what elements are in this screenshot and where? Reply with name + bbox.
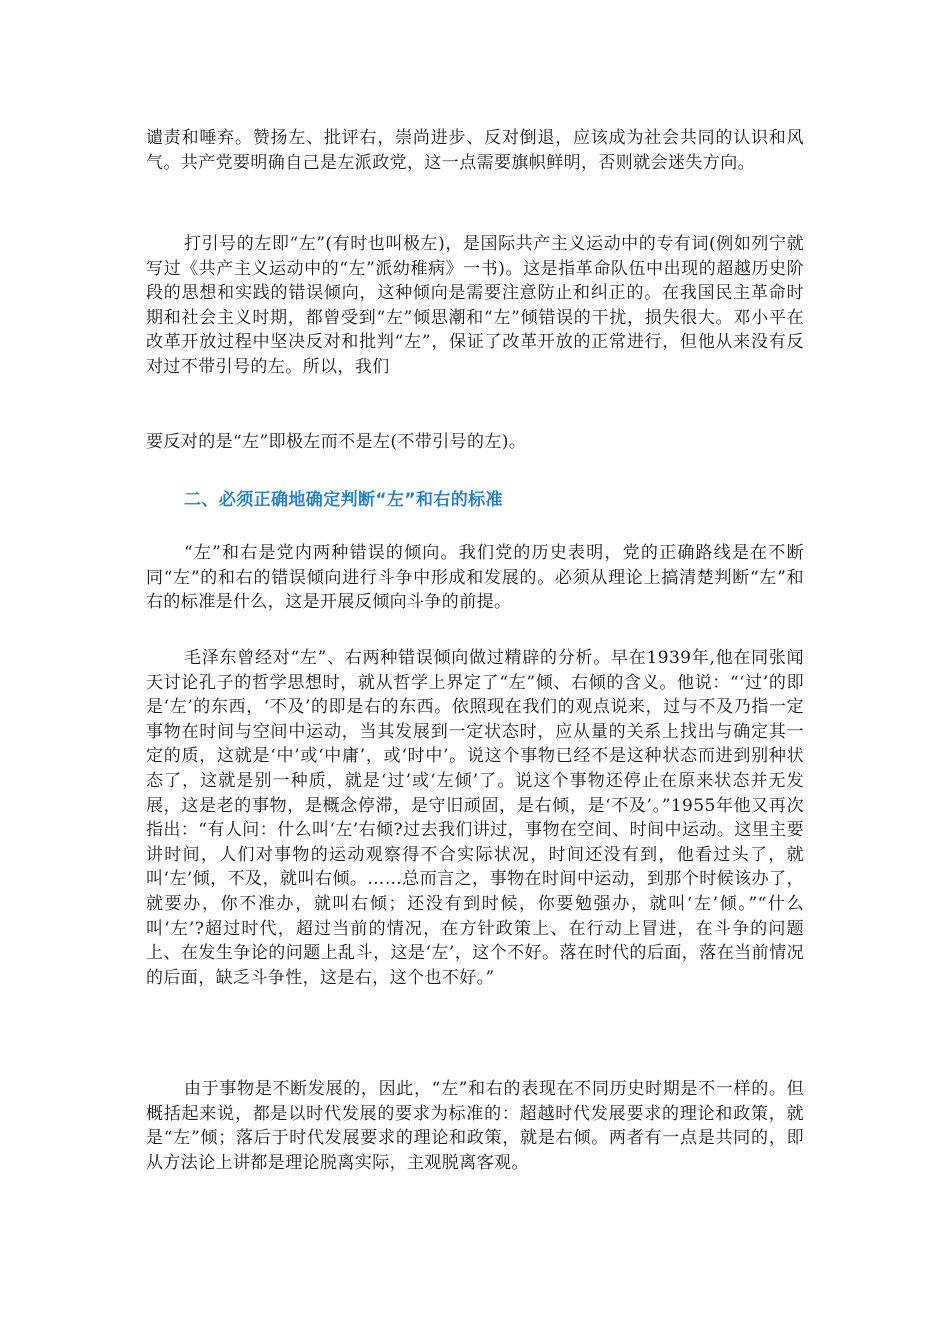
paragraph-3: 要反对的是“左”即极左而不是左(不带引号的左)。 [146, 432, 527, 452]
paragraph-5: 毛泽东曾经对“左”、右两种错误倾向做过精辟的分析。早在1939年,他在同张闻天讨论孔子的哲学思想时，就从哲学上界定了“左”倾、右倾的含义。他说：“‘过’的即是‘左’的东西，‘不及’的即是右的东西。依照现在我们的观点说来，过与不及乃指一定事物在时间与空间中运动，当其发展到一定状态时，应从量的关系上找出与确定其一定的质，这就是‘中’或‘中庸’，或‘时中’。说这个事物已经不是这种状态而进到别种状态了，这就是别一种质，就是‘过’或‘左倾’了。说这个事物还停止在原来状态并无发展，这是老的事物，是概念停滞，是守旧顽固，是右倾，是‘不及’。”1955年他又再次指出：“有人问：什么叫‘左’右倾?过去我们讲过，事物在空间、时间中运动。这里主要讲时间，人们对事物的运动观察得不合实际状况，时间还没有到，他看过头了，就叫‘左’倾，不及，就叫右倾。……总而言之，事物在时间中运动，到那个时候该办了，就要办，你不准办，就叫右倾；还没有到时候，你要勉强办，就叫‘左’倾。”“什么叫‘左’?超过时代，超过当前的情况，在方针政策上、在行动上冒进，在斗争的问题上、在发生争论的问题上乱斗，这是‘左’，这个不好。落在时代的后面，落在当前情况的后面，缺乏斗争性，这是右，这个也不好。” [146, 648, 804, 988]
section-heading: 二、必须正确地确定判断“左”和右的标准 [184, 490, 503, 510]
paragraph-1: 谴责和唾弃。赞扬左、批评右，崇尚进步、反对倒退，应该成为社会共同的认识和风气。共产党要明确自己是左派政党，这一点需要旗帜鲜明，否则就会迷失方向。 [146, 128, 804, 173]
paragraph-2: 打引号的左即“左”(有时也叫极左)，是国际共产主义运动中的专有词(例如列宁就写过《共产主义运动中的“左”派幼稚病》一书)。这是指革命队伍中出现的超越历史阶段的思想和实践的错误倾向，这种倾向是需要注意防止和纠正的。在我国民主革命时期和社会主义时期，都曾受到“左”倾思潮和“左”倾错误的干扰，损失很大。邓小平在改革开放过程中坚决反对和批判“左”，保证了改革开放的正常进行，但他从来没有反对过不带引号的左。所以，我们 [146, 234, 804, 377]
paragraph-6: 由于事物是不断发展的，因此，“左”和右的表现在不同历史时期是不一样的。但概括起来说，都是以时代发展的要求为标准的：超越时代发展要求的理论和政策，就是“左”倾；落后于时代发展要求的理论和政策，就是右倾。两者有一点是共同的，即从方法论上讲都是理论脱离实际，主观脱离客观。 [146, 1079, 804, 1173]
paragraph-4: “左”和右是党内两种错误的倾向。我们党的历史表明，党的正确路线是在不断同“左”的和右的错误倾向进行斗争中形成和发展的。必须从理论上搞清楚判断“左”和右的标准是什么，这是开展反倾向斗争的前提。 [146, 543, 804, 613]
